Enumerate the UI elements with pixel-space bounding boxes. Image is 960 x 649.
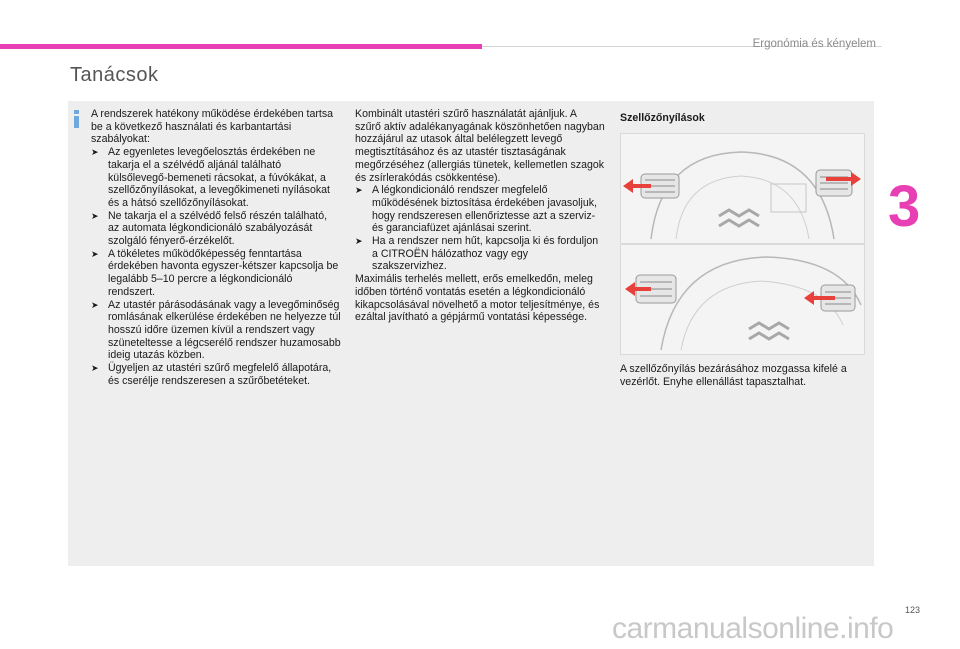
list-item: ➤ Ne takarja el a szélvédő felső részén található, az automata légkondicionáló szabályozását szolgáló fényerő-érzékelőt.: [91, 209, 328, 248]
bullet-marker-icon: ➤: [355, 185, 363, 196]
list-item: ➤ Az egyenletes levegőelosztás érdekében ne takarja el a szélvédő aljánál található külsőlevegő-bemeneti rácsokat, a fúvókákat, a szellőzőnyílásokat, a levegőkimeneti nyílásokat és a hátsó szellőzőnyílásokat.: [91, 146, 330, 209]
list-item: ➤ A tökéletes működőképesség fenntartása érdekében havonta egyszer-kétszer kapcsolja be legalább 5–10 percre a légkondicionáló rendszert.: [91, 247, 339, 298]
usage-intro: A rendszerek hatékony működése érdekében tartsa be a következő használati és karbantartási szabályokat:: [91, 108, 334, 146]
vents-caption: A szellőzőnyílás bezárásához mozgassa kifelé a vezérlőt. Enyhe ellenállást tapasztalhat.: [620, 363, 847, 388]
column-usage-rules: [91, 108, 341, 387]
list-item: ➤ Az utastér párásodásának vagy a levegőminőség romlásának elkerülése érdekében ne helyezze túl hosszú időre üzemen kívül a rendszert vagy szüneteltesse a légcserélő rendszer huzamosabb ideig utazás közben.: [91, 298, 341, 362]
bullet-marker-icon: ➤: [91, 299, 99, 310]
vent-illustration-bottom: [620, 244, 865, 355]
filter-intro: Kombinált utastéri szűrő használatát ajánljuk. A szűrő aktív adalékanyagának köszönhetően nagyban hozzájárul az utasok által belélegzett levegő megtisztításához és az utastér tisztaságának megőrzéséhez (allergiás tünetek, kellemetlen szagok és zsírlerakódás csökkentése).: [355, 108, 605, 184]
vent-illustration-top: [620, 133, 865, 244]
info-icon: [72, 110, 82, 128]
column-cabin-filter: [355, 108, 605, 324]
bullet-marker-icon: ➤: [91, 147, 99, 158]
list-item: ➤ Ha a rendszer nem hűt, kapcsolja ki és forduljon a CITROËN hálózathoz vagy egy szakszervizhez.: [355, 235, 599, 273]
list-item: ➤ A légkondicionáló rendszer megfelelő működésének biztosítása érdekében javasoljuk, hogy rendszeresen ellenőriztesse azt a szerviz- és garanciafüzet ajánlásai szerint.: [355, 184, 597, 235]
bullet-marker-icon: ➤: [91, 363, 99, 374]
list-item: ➤ Ügyeljen az utastéri szűrő megfelelő állapotára, és cserélje rendszeresen a szűrőbetéteket.: [91, 362, 332, 387]
header-accent-bar: [0, 44, 482, 49]
dashboard-vents-drawing: [621, 245, 864, 354]
page-number: 123: [904, 605, 920, 615]
bullet-marker-icon: ➤: [355, 236, 363, 247]
bullet-marker-icon: ➤: [91, 210, 99, 221]
dashboard-vents-drawing: [621, 134, 864, 243]
section-label: Ergonómia és kényelem: [752, 38, 876, 50]
page-title: Tanácsok: [70, 64, 159, 86]
bullet-marker-icon: ➤: [91, 248, 99, 259]
vents-heading: Szellőzőnyílások: [620, 112, 705, 124]
chapter-number: 3: [888, 174, 921, 239]
watermark: carmanualsonline.info: [612, 612, 894, 645]
towing-note: Maximális terhelés mellett, erős emelkedőn, meleg időben történő vontatás esetén a légkondicionáló kikapcsolásával növelhető a motor teljesítménye, és ezáltal javítható a gépjármű vontatási képessége.: [355, 273, 600, 324]
